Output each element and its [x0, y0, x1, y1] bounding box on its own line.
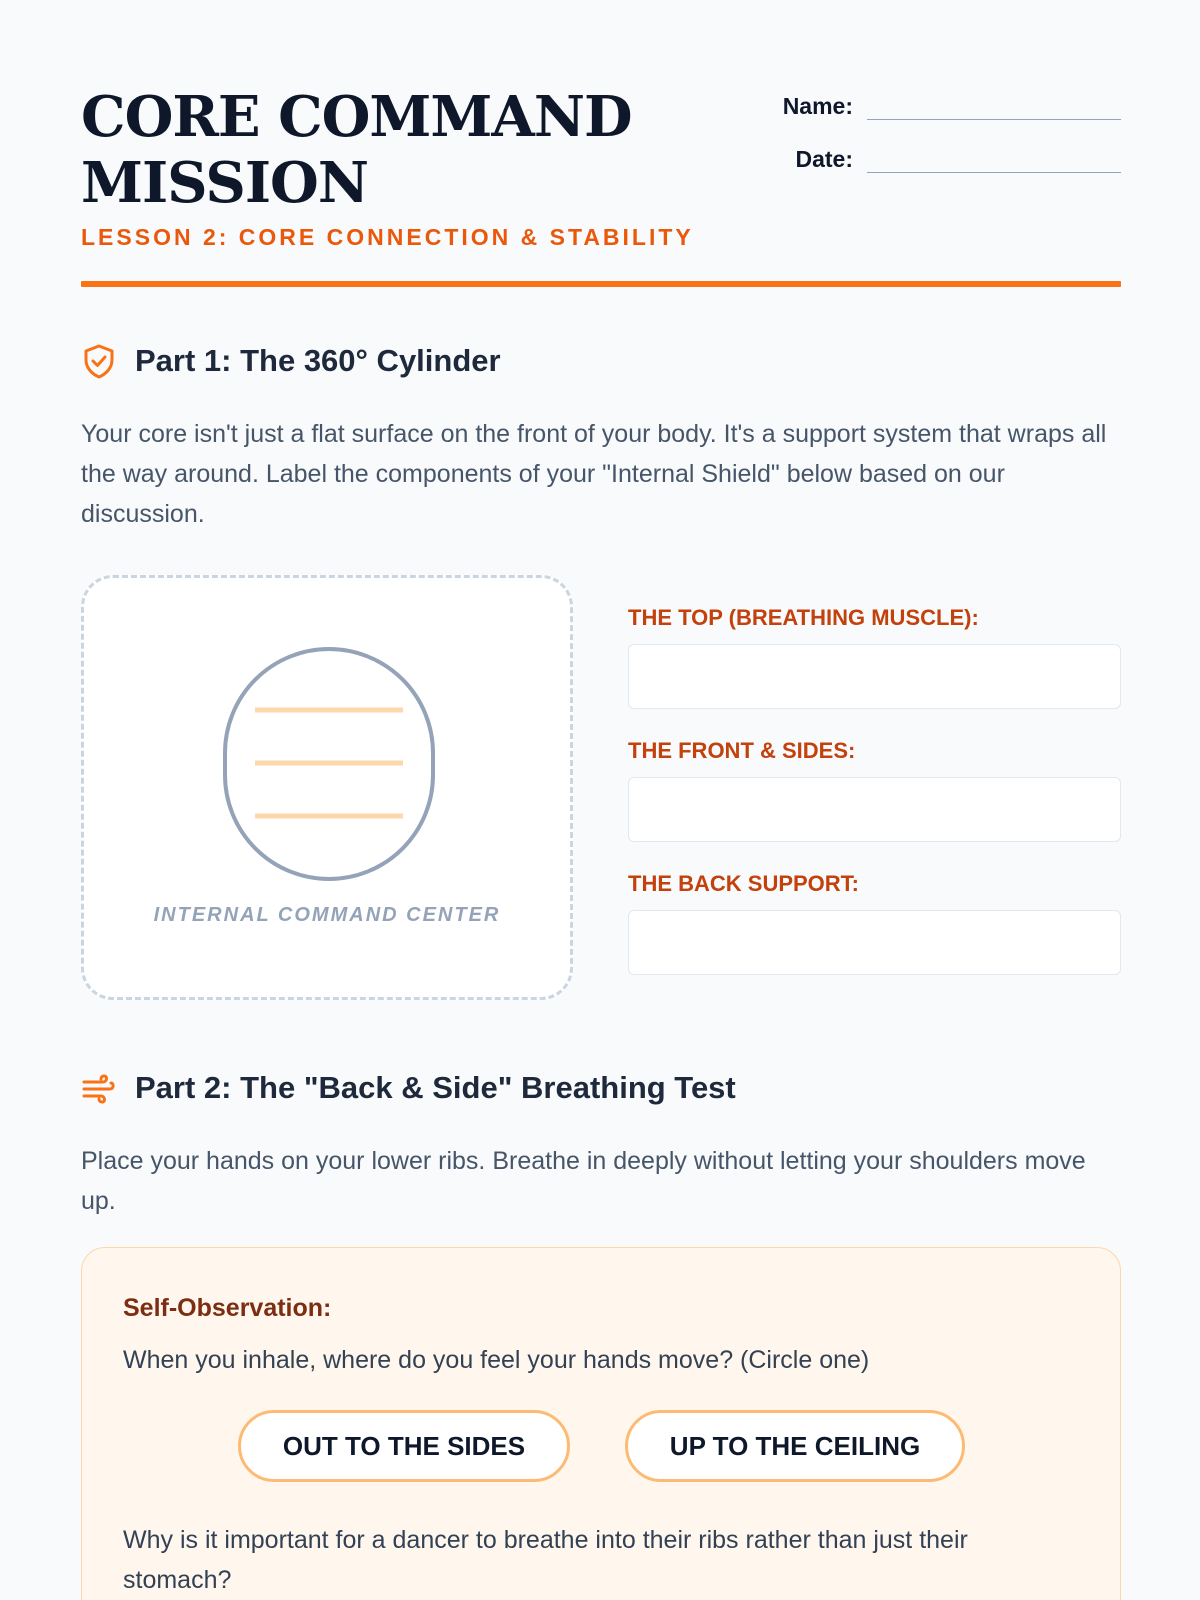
- header-divider: [81, 281, 1121, 287]
- date-label: Date:: [795, 146, 853, 172]
- name-label: Name:: [782, 93, 853, 119]
- field-group-front-sides: [628, 737, 1121, 842]
- lesson-subtitle: LESSON 2: CORE CONNECTION & STABILITY: [81, 224, 694, 250]
- part1-intro: Your core isn't just a flat surface on the front of your body. It's a support system that wraps all the way around. Label the components of your "Internal Shield" below based on our discussion.: [81, 420, 1107, 528]
- diagram-caption: INTERNAL COMMAND CENTER: [153, 904, 501, 926]
- field-label-top: THE TOP (BREATHING MUSCLE):: [628, 605, 979, 630]
- core-cylinder-illustration: [222, 646, 436, 882]
- self-observation-box: [81, 1247, 1121, 1600]
- date-row: [701, 137, 1121, 173]
- title-line-2: MISSION: [81, 150, 368, 216]
- part2-heading: [81, 1070, 736, 1106]
- field-label-back: THE BACK SUPPORT:: [628, 871, 860, 896]
- cylinder-diagram: [81, 575, 573, 1000]
- wind-icon: [81, 1070, 117, 1106]
- part1-heading: [81, 343, 501, 379]
- front-sides-answer-input[interactable]: [628, 777, 1121, 842]
- field-group-top: [628, 604, 1121, 709]
- choice-up-to-ceiling[interactable]: UP TO THE CEILING: [625, 1410, 965, 1482]
- field-label-front-sides: THE FRONT & SIDES:: [628, 738, 856, 763]
- self-observation-title: Self-Observation:: [123, 1294, 332, 1322]
- part2-intro: Place your hands on your lower ribs. Breathe in deeply without letting your shoulders move up.: [81, 1147, 1086, 1215]
- worksheet-header: [81, 0, 1121, 288]
- shield-check-icon: [81, 343, 117, 379]
- name-field[interactable]: [867, 119, 1121, 120]
- page-title: [81, 84, 681, 216]
- part2-title: Part 2: The "Back & Side" Breathing Test: [135, 1070, 736, 1105]
- choice-out-to-sides[interactable]: OUT TO THE SIDES: [238, 1410, 570, 1482]
- title-line-1: CORE COMMAND: [81, 84, 632, 150]
- back-answer-input[interactable]: [628, 910, 1121, 975]
- reflection-question: Why is it important for a dancer to breathe into their ribs rather than just their stomach?: [123, 1526, 968, 1594]
- name-row: [701, 84, 1121, 120]
- field-group-back: [628, 870, 1121, 975]
- date-field[interactable]: [867, 172, 1121, 173]
- part1-title: Part 1: The 360° Cylinder: [135, 343, 501, 378]
- top-answer-input[interactable]: [628, 644, 1121, 709]
- self-observation-question: When you inhale, where do you feel your hands move? (Circle one): [123, 1346, 870, 1374]
- worksheet-page: [81, 0, 1121, 1594]
